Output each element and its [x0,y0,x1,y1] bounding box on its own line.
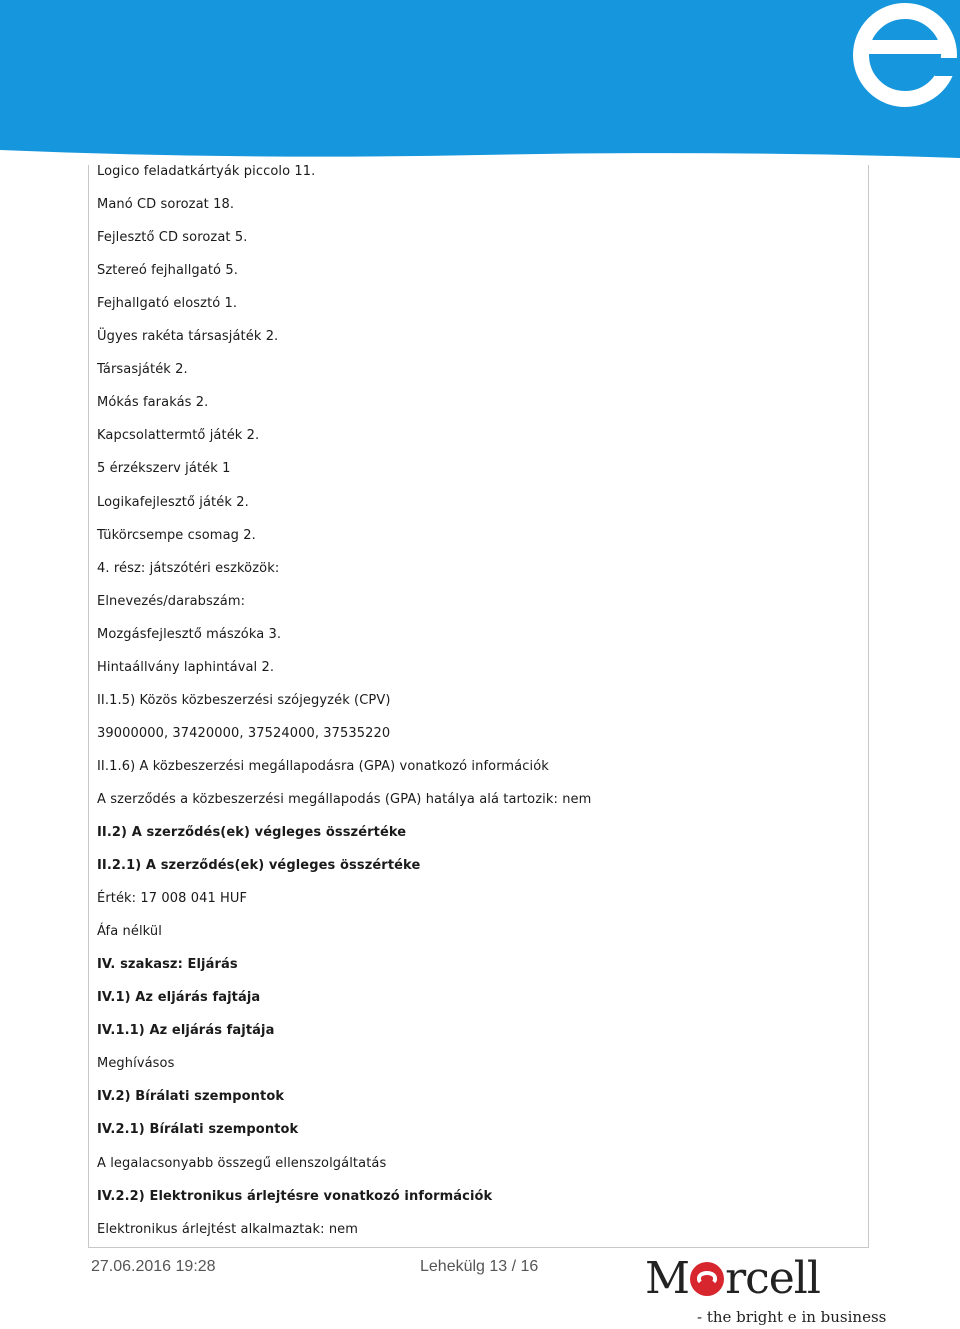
document-line: Társasjáték 2. [97,362,188,377]
document-line: Mókás farakás 2. [97,395,209,410]
document-line: IV.1.1) Az eljárás fajtája [97,1023,275,1038]
document-line: Fejhallgató elosztó 1. [97,296,238,311]
document-line: Fejlesztő CD sorozat 5. [97,230,248,245]
frame-left-border [88,165,89,1247]
marcell-logo [645,1254,860,1304]
logo-text-right: rcell [725,1253,820,1304]
document-line: II.1.6) A közbeszerzési megállapodásra (GPA) vonatkozó információk [97,759,549,774]
document-line: A legalacsonyabb összegű ellenszolgáltatás [97,1156,387,1171]
document-line: Érték: 17 008 041 HUF [97,891,248,906]
frame-bottom-border [88,1247,869,1248]
document-line: 4. rész: játszótéri eszközök: [97,561,280,576]
document-line: IV. szakasz: Eljárás [97,957,238,972]
document-line: IV.2) Bírálati szempontok [97,1089,285,1104]
document-line: Tükörcsempe csomag 2. [97,528,256,543]
document-line: 5 érzékszerv játék 1 [97,461,231,476]
document-line: II.2) A szerződés(ek) végleges összértéke [97,825,407,840]
footer-date: 27.06.2016 19:28 [91,1258,216,1275]
logo-text-left: M [645,1253,690,1304]
document-line: IV.2.2) Elektronikus árlejtésre vonatkozó információk [97,1189,493,1204]
document-line: Elektronikus árlejtést alkalmaztak: nem [97,1222,359,1237]
document-line: IV.2.1) Bírálati szempontok [97,1122,299,1137]
document-line: Manó CD sorozat 18. [97,197,235,212]
frame-right-border [868,165,869,1247]
document-line: II.1.5) Közös közbeszerzési szójegyzék (CPV) [97,693,391,708]
document-line: Kapcsolattermtő játék 2. [97,428,260,443]
document-line: Áfa nélkül [97,924,162,939]
document-line: Sztereó fejhallgató 5. [97,263,238,278]
document-line: Ügyes rakéta társasjáték 2. [97,329,279,344]
document-line: IV.1) Az eljárás fajtája [97,990,261,1005]
document-line: Hintaállvány laphintával 2. [97,660,275,675]
document-line: Meghívásos [97,1056,175,1071]
document-line: Mozgásfejlesztő mászóka 3. [97,627,282,642]
e-logo-icon [0,0,960,162]
document-line: Logico feladatkártyák piccolo 11. [97,164,316,179]
footer-page-number: Lehekülg 13 / 16 [420,1258,539,1275]
logo-e-icon [690,1262,724,1296]
document-line: II.2.1) A szerződés(ek) végleges összértéke [97,858,421,873]
header-banner [0,0,960,162]
logo-tagline: - the bright e in business [697,1308,887,1326]
document-line: 39000000, 37420000, 37524000, 37535220 [97,726,391,741]
document-line: A szerződés a közbeszerzési megállapodás (GPA) hatálya alá tartozik: nem [97,792,592,807]
document-line: Elnevezés/darabszám: [97,594,246,609]
document-line: Logikafejlesztő játék 2. [97,495,249,510]
